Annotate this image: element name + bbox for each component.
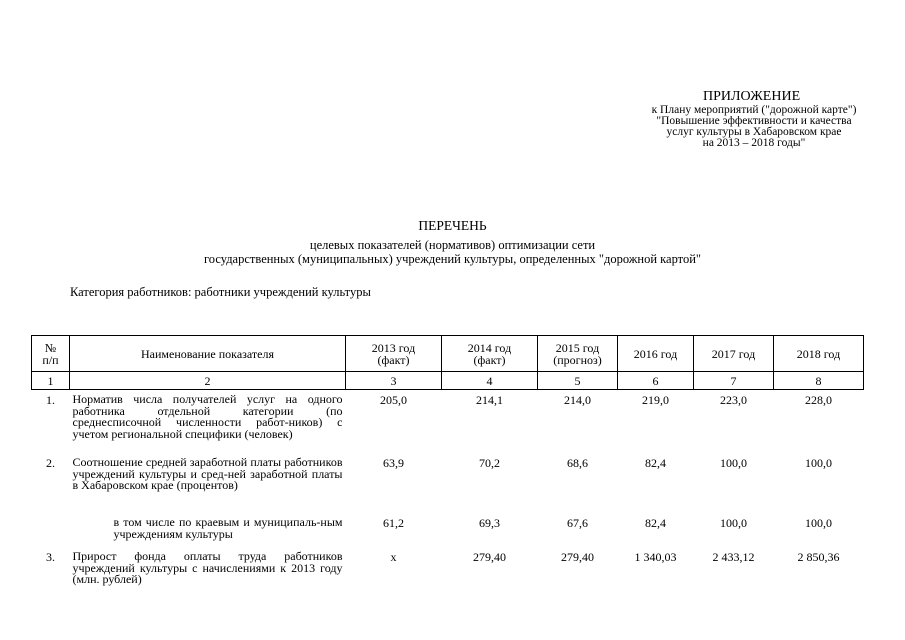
value-2014: 69,3: [479, 516, 500, 530]
value-2013: х: [390, 550, 397, 564]
value-2018: 100,0: [805, 516, 832, 530]
column-number: 7: [694, 372, 774, 390]
row-indicator-name: Соотношение средней заработной платы работников учреждений культуры и сред-ней заработной платы в Хабаровском крае (процентов): [72, 455, 343, 492]
row-number: [32, 517, 70, 551]
table-row: [32, 517, 864, 551]
value-2017: 100,0: [720, 456, 747, 470]
value-2016: 82,4: [645, 456, 666, 470]
header-2017: 2017 год: [694, 336, 774, 372]
header-name: Наименование показателя: [70, 336, 346, 372]
value-2017: 2 433,12: [712, 550, 755, 564]
header-2018: 2018 год: [774, 336, 864, 372]
value-2013: 205,0: [380, 393, 407, 407]
value-2013: 61,2: [383, 516, 404, 530]
table-row: [32, 390, 864, 458]
value-2018: 2 850,36: [797, 550, 840, 564]
value-2017: 100,0: [720, 516, 747, 530]
value-2015: 67,6: [567, 516, 588, 530]
appendix-line: услуг культуры в Хабаровском крае: [666, 126, 842, 138]
column-number: 4: [442, 372, 538, 390]
value-2015: 214,0: [564, 393, 591, 407]
document-subtitle: [0, 238, 905, 266]
value-2018: 228,0: [805, 393, 832, 407]
row-number: 3.: [46, 550, 55, 564]
subtitle-line: целевых показателей (нормативов) оптимизации сети: [309, 238, 596, 252]
column-number: 3: [346, 372, 442, 390]
header-2014: 2014 год (факт): [442, 336, 538, 372]
document-title: ПЕРЕЧЕНЬ: [418, 218, 487, 233]
value-2016: 1 340,03: [634, 550, 677, 564]
table-row: [32, 457, 864, 517]
header-2016: 2016 год: [618, 336, 694, 372]
value-2017: 223,0: [720, 393, 747, 407]
value-2013: 63,9: [383, 456, 404, 470]
row-number: 2.: [46, 456, 55, 470]
row-number: 1.: [46, 393, 55, 407]
value-2014: 279,40: [473, 550, 506, 564]
table-row: [32, 551, 864, 591]
column-number: 1: [32, 372, 70, 390]
appendix-line: "Повышение эффективности и качества: [656, 115, 852, 127]
appendix-subtitle: [630, 105, 878, 149]
header-2013: 2013 год (факт): [346, 336, 442, 372]
appendix-line: к Плану мероприятий ("дорожной карте"): [651, 104, 857, 116]
value-2016: 219,0: [642, 393, 669, 407]
appendix-line: на 2013 – 2018 годы": [702, 137, 806, 149]
column-number: 6: [618, 372, 694, 390]
column-number: 2: [70, 372, 346, 390]
row-indicator-name: в том числе по краевым и муниципаль-ным учреждениям культуры: [113, 515, 343, 541]
worker-category: Категория работников: работники учреждений культуры: [70, 285, 371, 299]
value-2014: 70,2: [479, 456, 500, 470]
table-header-row: [32, 336, 864, 372]
subtitle-line: государственных (муниципальных) учреждений культуры, определенных "дорожной картой": [203, 252, 702, 266]
header-2015: 2015 год (прогноз): [538, 336, 618, 372]
value-2014: 214,1: [476, 393, 503, 407]
indicators-table: [31, 335, 864, 591]
value-2015: 279,40: [561, 550, 594, 564]
value-2016: 82,4: [645, 516, 666, 530]
row-indicator-name: Прирост фонда оплаты труда работников учреждений культуры с начислениями к 2013 году (млн. рублей): [72, 549, 343, 586]
header-num: № п/п: [32, 336, 70, 372]
column-number: 8: [774, 372, 864, 390]
value-2018: 100,0: [805, 456, 832, 470]
appendix-title: ПРИЛОЖЕНИЕ: [703, 89, 801, 104]
row-indicator-name: Норматив числа получателей услуг на одного работника отдельной категории (по среднесписочной численности работ-ников) с учетом региональной специфики (человек): [72, 392, 343, 441]
value-2015: 68,6: [567, 456, 588, 470]
column-number-row: [32, 372, 864, 390]
column-number: 5: [538, 372, 618, 390]
